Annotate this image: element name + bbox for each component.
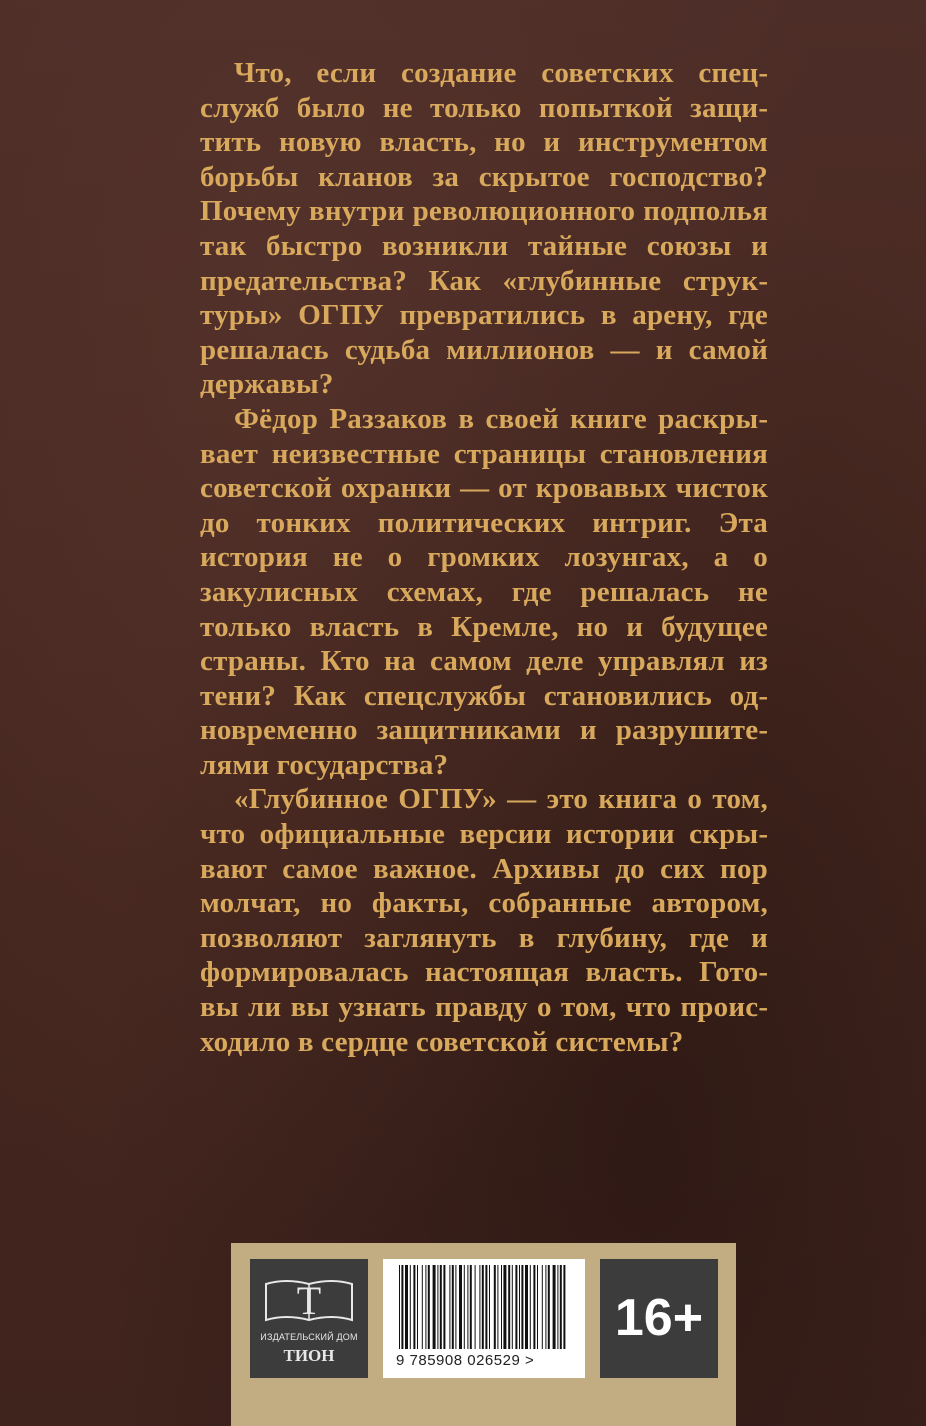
barcode-bar xyxy=(417,1265,418,1349)
barcode-bar xyxy=(425,1265,426,1349)
barcode-bar xyxy=(459,1265,462,1349)
barcode-bar xyxy=(399,1265,400,1349)
barcode-bar xyxy=(401,1265,403,1349)
isbn-digits: 9 785908 026529 > xyxy=(396,1352,535,1369)
barcode-bar xyxy=(537,1265,538,1349)
barcode-bar xyxy=(548,1265,550,1349)
barcode-bar xyxy=(563,1265,565,1349)
barcode-bar xyxy=(489,1265,490,1349)
barcode-bar xyxy=(449,1265,450,1349)
barcode-bar xyxy=(542,1265,543,1349)
barcode-bar xyxy=(508,1265,510,1349)
barcode-bar xyxy=(443,1265,445,1349)
barcode-bar xyxy=(422,1265,423,1349)
barcode-bar xyxy=(413,1265,415,1349)
barcode-bar xyxy=(515,1265,517,1349)
barcode-bar xyxy=(545,1265,546,1349)
barcode-bar xyxy=(405,1265,408,1349)
barcode-bar xyxy=(503,1265,506,1349)
barcode-bar xyxy=(455,1265,456,1349)
age-rating-badge: 16+ xyxy=(600,1259,718,1378)
barcode-bar xyxy=(494,1265,496,1349)
publisher-name: ТИОН xyxy=(283,1346,335,1365)
barcode-bar xyxy=(560,1265,562,1349)
barcode-bar xyxy=(470,1265,472,1349)
barcode-bar xyxy=(410,1265,411,1349)
barcode-bar xyxy=(501,1265,502,1349)
barcode-bar xyxy=(533,1265,535,1349)
barcode-bar xyxy=(437,1265,438,1349)
barcode-bar xyxy=(530,1265,531,1349)
barcode-bar xyxy=(485,1265,487,1349)
paragraph-3: «Глубинное ОГПУ» — это книга о том, что официальные версии истории скрывают самое важное. Архивы до сих пор молчат, но факты, собранные автором, позволяют заглянуть в глубину, где и формировалась настоящая власть. Готовы ли вы узнать правду о том, что происходило в сердце советской системы? xyxy=(200,783,768,1058)
publisher-letter: Т xyxy=(296,1278,322,1323)
barcode-bar xyxy=(464,1265,465,1349)
paragraph-1: Что, если создание советских спецслужб было не только попыткой защитить новую власть, но и инструментом борьбы кланов за скрытое господство? Почему внутри революционного подполья так быстро возникли тайные союзы и предательства? Как «глубинные структуры» ОГПУ превратились в арену, где решалась судьба миллионов — и самой державы? xyxy=(200,57,768,401)
barcode-bar xyxy=(553,1265,556,1349)
paragraph-2: Фёдор Раззаков в своей книге раскрывает неизвестные страницы становления советской охранки — от кровавых чисток до тонких политических интриг. Эта история не о громких лозунгах, а о закулисных схемах, где решалась не только власть в Кремле, но и будущее страны. Кто на самом деле управлял из тени? Как спецслужбы становились одновременно защитниками и разрушителями государства? xyxy=(200,402,768,781)
barcode-bar xyxy=(482,1265,484,1349)
annotation-text xyxy=(200,56,768,1059)
barcode-bar xyxy=(557,1265,558,1349)
barcode-bar xyxy=(452,1265,454,1349)
barcode-bar xyxy=(467,1265,468,1349)
barcode-bar xyxy=(521,1265,523,1349)
barcode-bar xyxy=(479,1265,480,1349)
barcode-bar xyxy=(512,1265,513,1349)
book-icon xyxy=(262,1276,356,1326)
barcode-bars xyxy=(397,1265,571,1351)
barcode-bar xyxy=(475,1265,476,1349)
barcode-bar xyxy=(519,1265,520,1349)
barcode-bar xyxy=(497,1265,498,1349)
barcode-bar xyxy=(525,1265,528,1349)
barcode-bar xyxy=(433,1265,436,1349)
barcode-bar xyxy=(440,1265,442,1349)
barcode-bar xyxy=(428,1265,430,1349)
publisher-label: ИЗДАТЕЛЬСКИЙ ДОМ xyxy=(260,1332,358,1342)
